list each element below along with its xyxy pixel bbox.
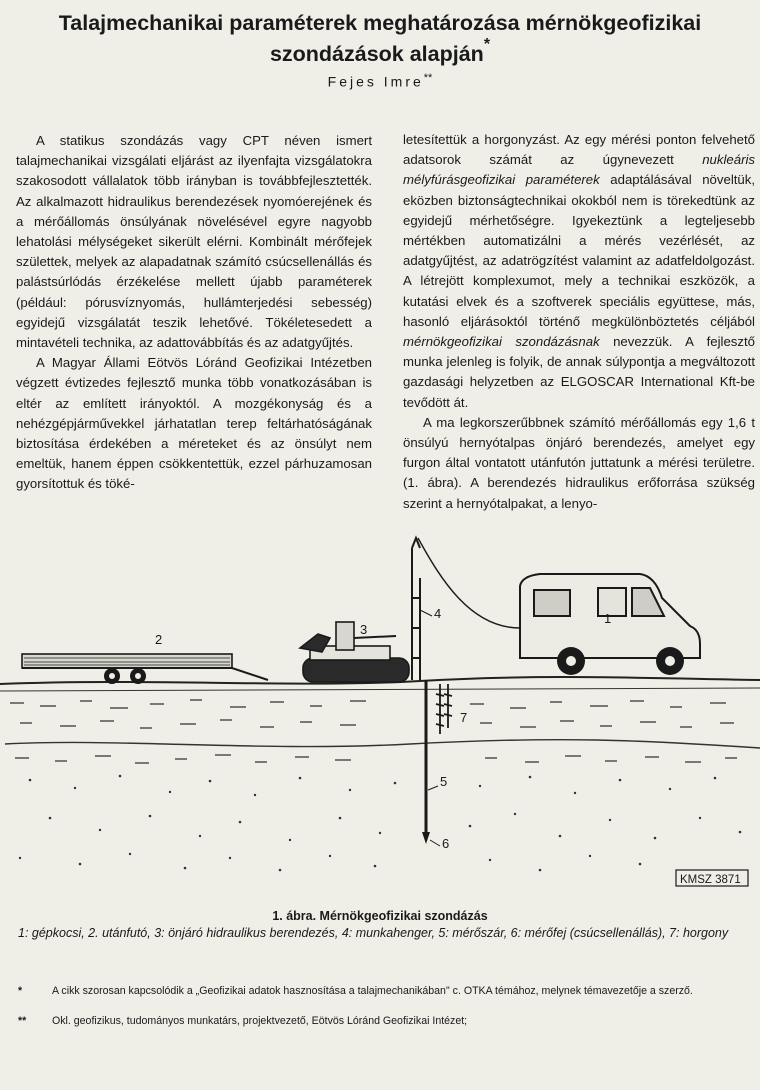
author-footnote-mark: **	[423, 72, 433, 84]
figure-caption-text: 1: gépkocsi, 2. utánfutó, 3: önjáró hidraulikus berendezés, 4: munkahenger, 5: mérőszár, 6: mérőfej (csúcsellenállás), 7: horgony	[18, 926, 729, 940]
right-paragraph-1	[403, 130, 755, 413]
title-line-2-text: szondázások alapján	[269, 42, 484, 67]
right-column	[403, 130, 755, 514]
figure-label-4: 4	[434, 606, 442, 621]
tracked-rig	[300, 622, 409, 682]
right-p1-text-b: adaptálásával növeltük, eközben biztonságtechnikai okokból nem is törekedtünk az egyidejű mérhetőségre. Igyekeztünk a legteljesebb mértékben automatizálni a mérés vezérlését, az adatgyűjtést, az adatrögzítést valamint az adatfeldolgozást. A létrejött komplexumot, mely a technikai eszközök, a kutatási elvek és a szoftverek speciális együttese, más, hasonló eljárásoktól történő megkülönböztetés céljából	[403, 172, 756, 329]
figure-label-7: 7	[460, 710, 468, 725]
figure-label-3: 3	[360, 622, 368, 637]
author-name: Fejes Imre	[327, 73, 424, 90]
title-line-1: Talajmechanikai paraméterek meghatározása mérnökgeofizikai	[58, 11, 702, 35]
ground-surface-line-2	[0, 688, 760, 691]
footnote-1	[18, 984, 758, 999]
right-p1-emphasis-1: nukleáris mélyfúrásgeofizikai paraméterek	[403, 152, 755, 188]
author-line	[0, 72, 760, 90]
left-paragraph-1: A statikus szondázás vagy CPT néven ismert talajmechanikai vizsgálati eljárást az ilyenfajta vizsgálatokra szakosodott vállalatok több irányban is továbbfejlesztették. Az alkalmazott hidraulikus berendezések nyomóerejének és a mérőállomás önsúlyának növelésével egyre nagyobb lehatolási mélységeket sikerült elérni. Kombinált mérőfejek születtek, melyek az alapadatnak számító csúcsellenállás és palástsúrlódás érzékelése mellett újabb paraméterek (például: pórusvíznyomás, hullámterjedési sebesség) egyidejű vizsgálatát teszik lehetővé. Tökéletesedett a mintavételi technika, az adattovábbítás és az adatgyűjtés.	[16, 133, 372, 351]
footnote-1-mark: *	[18, 985, 23, 997]
anchors	[436, 684, 452, 734]
left-column	[16, 131, 372, 495]
footnote-2-mark: **	[18, 1015, 27, 1027]
right-p1-emphasis-2: mérnökgeofizikai szondázásnak	[403, 334, 600, 350]
right-p1-text-a: letesítettük a horgonyzást. Az egy mérési ponton felvehető adatsorok számát az úgynevezett	[403, 132, 755, 168]
figure-label-5: 5	[440, 774, 448, 789]
measuring-head	[422, 832, 430, 844]
label-6-leader	[430, 840, 440, 846]
soil-dots	[19, 775, 742, 872]
figure-sounding-illustration	[0, 518, 760, 908]
right-paragraph-2: A ma legkorszerűbbnek számító mérőállomás egy 1,6 t önsúlyú hernyótalpas önjáró berendezés, amelyet egy furgon által vontatott utánfutón juttatunk a mérési területre. (1. ábra). A berendezés hidraulikus erőforrása szükség szerint a hernyótalpakat, a lenyo-	[403, 414, 755, 511]
footnote-1-text: A cikk szorosan kapcsolódik a „Geofizikai adatok hasznosítása a talajmechanikában" c. OTKA témához, melynek témavezetője a szerző.	[52, 985, 693, 997]
label-5-leader	[428, 786, 438, 790]
hydraulic-mast	[412, 538, 420, 680]
figure-caption-title: 1. ábra. Mérnökgeofizikai szondázás	[272, 909, 488, 923]
article-title	[0, 10, 760, 67]
label-4-leader	[420, 610, 432, 616]
footnote-2	[18, 1014, 758, 1029]
soil-layer-lines	[5, 700, 760, 763]
figure-label-1: 1	[604, 611, 612, 626]
right-p1-text-c: nevezzük. A fejlesztő munka jelenleg is folyik, de annak súlypontja a megváltozott gazdasági helyzetben az ELGOSCAR International Kft-be tevődött át.	[403, 334, 755, 410]
footnote-2-text: Okl. geofizikus, tudományos munkatárs, projektvezető, Eötvös Lóránd Geofizikai Intézet;	[52, 1015, 468, 1027]
figure-label-6: 6	[442, 836, 450, 851]
left-paragraph-2: A Magyar Állami Eötvös Lóránd Geofizikai Intézetben végzett évtizedes fejlesztő munka több vonatkozásában is eltér az említett irányoktól. A mozgékonyság és a nehézgépjárművekkel járhatatlan terep feltárhatóságának biztosítása érdekében a méreteket és az önsúlyt nem emeltük, hanem éppen csökkentettük, ezzel párhuzamosan gyorsítottuk és töké-	[16, 355, 372, 492]
title-footnote-mark: *	[483, 36, 491, 53]
title-line-2	[0, 36, 760, 67]
figure-stamp: KMSZ 3871	[680, 874, 741, 886]
figure-label-2: 2	[155, 632, 163, 647]
